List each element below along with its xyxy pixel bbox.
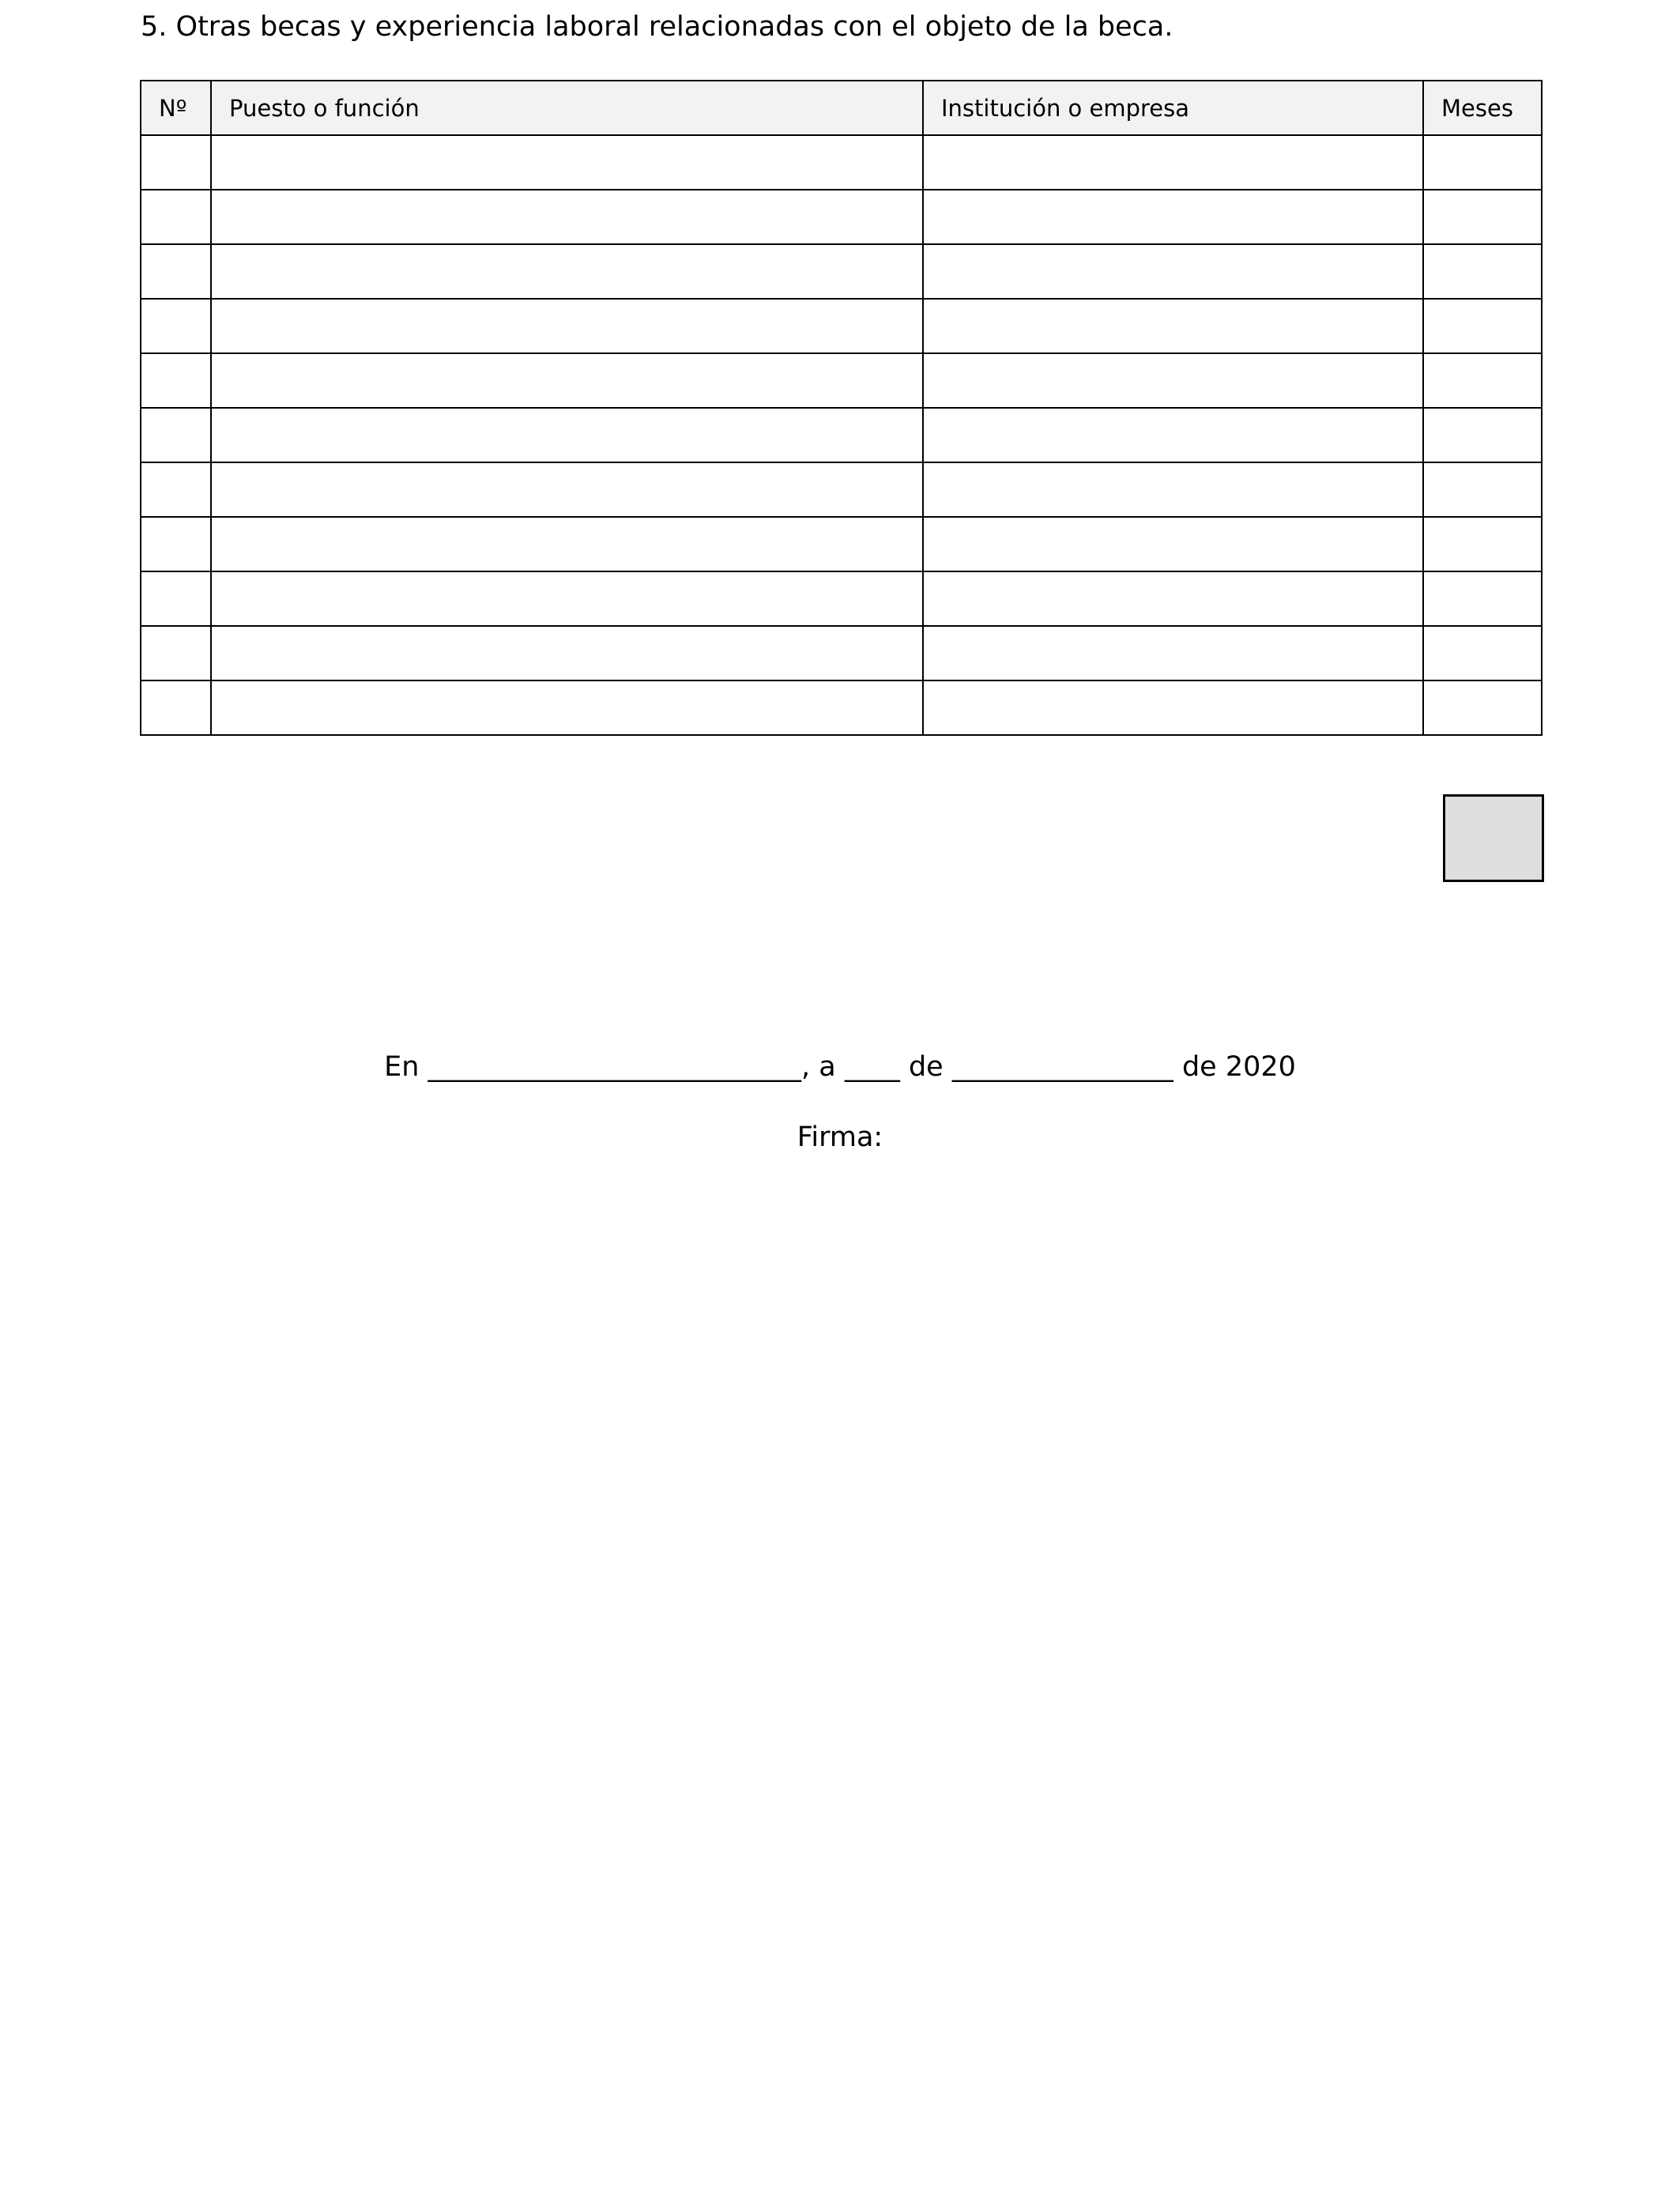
column-header-number: Nº (141, 81, 211, 135)
table-row (141, 680, 1542, 735)
cell-institution[interactable] (923, 626, 1423, 680)
cell-months[interactable] (1423, 571, 1542, 626)
table-row (141, 244, 1542, 299)
cell-institution[interactable] (923, 190, 1423, 244)
cell-institution[interactable] (923, 462, 1423, 517)
cell-institution[interactable] (923, 571, 1423, 626)
table-row (141, 571, 1542, 626)
cell-position[interactable] (211, 353, 923, 408)
cell-position[interactable] (211, 408, 923, 462)
cell-institution[interactable] (923, 135, 1423, 190)
cell-number[interactable] (141, 135, 211, 190)
cell-position[interactable] (211, 135, 923, 190)
cell-number[interactable] (141, 244, 211, 299)
cell-number[interactable] (141, 571, 211, 626)
cell-number[interactable] (141, 190, 211, 244)
cell-months[interactable] (1423, 353, 1542, 408)
signature-label: Firma: (797, 1122, 883, 1153)
cell-position[interactable] (211, 190, 923, 244)
cell-months[interactable] (1423, 680, 1542, 735)
table-row (141, 190, 1542, 244)
cell-institution[interactable] (923, 408, 1423, 462)
table-row (141, 626, 1542, 680)
cell-institution[interactable] (923, 244, 1423, 299)
table-row (141, 462, 1542, 517)
cell-position[interactable] (211, 517, 923, 571)
table-row (141, 135, 1542, 190)
column-header-months: Meses (1423, 81, 1542, 135)
cell-number[interactable] (141, 408, 211, 462)
cell-position[interactable] (211, 462, 923, 517)
cell-number[interactable] (141, 517, 211, 571)
cell-institution[interactable] (923, 299, 1423, 353)
cell-number[interactable] (141, 626, 211, 680)
column-header-position: Puesto o función (211, 81, 923, 135)
cell-months[interactable] (1423, 244, 1542, 299)
column-header-institution: Institución o empresa (923, 81, 1423, 135)
cell-months[interactable] (1423, 190, 1542, 244)
cell-position[interactable] (211, 571, 923, 626)
table-row (141, 353, 1542, 408)
experience-table (140, 80, 1543, 736)
cell-months[interactable] (1423, 299, 1542, 353)
cell-number[interactable] (141, 353, 211, 408)
table-row (141, 408, 1542, 462)
table-row (141, 517, 1542, 571)
cell-position[interactable] (211, 626, 923, 680)
stamp-box (1443, 794, 1544, 882)
cell-months[interactable] (1423, 626, 1542, 680)
table-body (141, 135, 1542, 735)
cell-position[interactable] (211, 244, 923, 299)
cell-position[interactable] (211, 680, 923, 735)
table-header-row (141, 81, 1542, 135)
cell-institution[interactable] (923, 517, 1423, 571)
cell-months[interactable] (1423, 517, 1542, 571)
place-date-line[interactable]: En ___________________________, a ____ de ________________ de 2020 (384, 1051, 1296, 1083)
cell-position[interactable] (211, 299, 923, 353)
cell-months[interactable] (1423, 135, 1542, 190)
cell-institution[interactable] (923, 680, 1423, 735)
cell-months[interactable] (1423, 408, 1542, 462)
table-row (141, 299, 1542, 353)
cell-number[interactable] (141, 680, 211, 735)
cell-number[interactable] (141, 299, 211, 353)
cell-months[interactable] (1423, 462, 1542, 517)
section-title: 5. Otras becas y experiencia laboral relacionadas con el objeto de la beca. (141, 11, 1173, 43)
cell-number[interactable] (141, 462, 211, 517)
cell-institution[interactable] (923, 353, 1423, 408)
